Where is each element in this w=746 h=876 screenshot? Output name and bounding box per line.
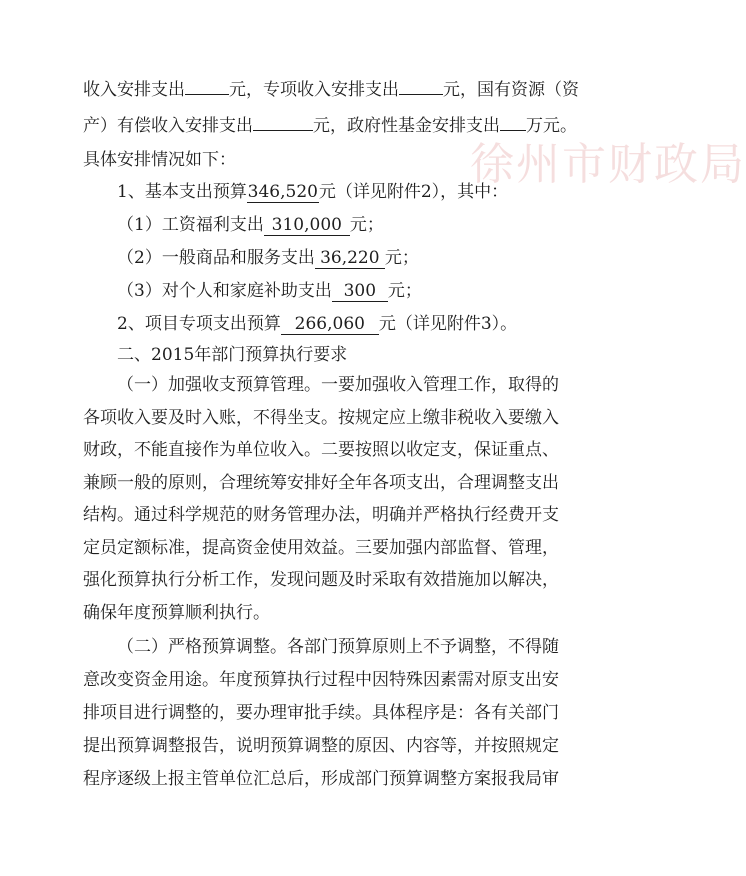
text-line bbox=[83, 77, 579, 103]
amount-field: 266,060 bbox=[281, 314, 379, 335]
amount-field: 346,520 bbox=[247, 182, 318, 202]
text-fragment: 1、基本支出预算 bbox=[117, 182, 247, 202]
text-fragment: （1）工资福利支出 bbox=[117, 215, 264, 235]
amount-field: 300 bbox=[332, 281, 388, 302]
text-fragment: 元； bbox=[349, 215, 384, 235]
paragraph-line: 兼顾一般的原则，合理统筹安排好全年各项支出，合理调整支出 bbox=[83, 473, 559, 493]
text-fragment: （3）对个人和家庭补助支出 bbox=[117, 281, 332, 301]
paragraph-line: 程序逐级上报主管单位汇总后，形成部门预算调整方案报我局审 bbox=[83, 769, 559, 789]
paragraph-line: （一）加强收支预算管理。一要加强收入管理工作，取得的 bbox=[117, 375, 559, 395]
text-line bbox=[117, 311, 517, 337]
text-fragment: 2、项目专项支出预算 bbox=[117, 314, 281, 334]
text-fragment: 元，国有资源（资 bbox=[443, 80, 579, 100]
paragraph-line: 结构。通过科学规范的财务管理办法，明确并严格执行经费开支 bbox=[83, 505, 559, 525]
text-fragment: （2）一般商品和服务支出 bbox=[117, 248, 315, 268]
paragraph-line: 各项收入要及时入账，不得坐支。按规定应上缴非税收入要缴入 bbox=[83, 408, 559, 428]
paragraph-line: 提出预算调整报告，说明预算调整的原因、内容等，并按照规定 bbox=[83, 736, 559, 756]
amount-field: 36,220 bbox=[315, 248, 385, 269]
text-line bbox=[117, 179, 508, 205]
text-line bbox=[83, 113, 577, 139]
text-line bbox=[83, 147, 236, 173]
text-fragment: 元（详见附件2），其中： bbox=[318, 182, 509, 202]
text-fragment: 产）有偿收入安排支出 bbox=[83, 116, 253, 136]
text-fragment: 元（详见附件3）。 bbox=[378, 314, 518, 334]
background-watermark: 徐州市财政局 bbox=[470, 139, 746, 190]
paragraph-line: 强化预算执行分析工作，发现问题及时采取有效措施加以解决， bbox=[83, 570, 559, 590]
blank-field bbox=[500, 130, 526, 131]
paragraph-line: （二）严格预算调整。各部门预算原则上不予调整，不得随 bbox=[117, 637, 559, 657]
paragraph-line: 财政，不能直接作为单位收入。二要按照以收定支，保证重点、 bbox=[83, 440, 559, 460]
text-fragment: 元； bbox=[387, 281, 422, 301]
text-fragment: 具体安排情况如下： bbox=[83, 150, 236, 170]
paragraph-line: 排项目进行调整的，要办理审批手续。具体程序是：各有关部门 bbox=[83, 703, 559, 723]
text-line bbox=[117, 278, 422, 304]
text-fragment: 元，政府性基金安排支出 bbox=[313, 116, 500, 136]
paragraph-line: 定员定额标准，提高资金使用效益。三要加强内部监督、管理， bbox=[83, 538, 559, 558]
text-line bbox=[117, 245, 419, 271]
text-fragment: 元，专项收入安排支出 bbox=[229, 80, 399, 100]
text-fragment: 收入安排支出 bbox=[83, 80, 185, 100]
amount-field: 310,000 bbox=[264, 215, 350, 236]
paragraph-line: 确保年度预算顺利执行。 bbox=[83, 603, 270, 623]
section-heading bbox=[117, 342, 347, 368]
text-fragment: 元； bbox=[384, 248, 419, 268]
text-line bbox=[117, 212, 384, 238]
paragraph-line: 意改变资金用途。年度预算执行过程中因特殊因素需对原支出安 bbox=[83, 670, 559, 690]
text-fragment: 万元。 bbox=[526, 116, 577, 136]
text-fragment: 二、2015年部门预算执行要求 bbox=[117, 345, 348, 365]
blank-field bbox=[185, 94, 229, 95]
blank-field bbox=[253, 130, 313, 131]
blank-field bbox=[399, 94, 443, 95]
